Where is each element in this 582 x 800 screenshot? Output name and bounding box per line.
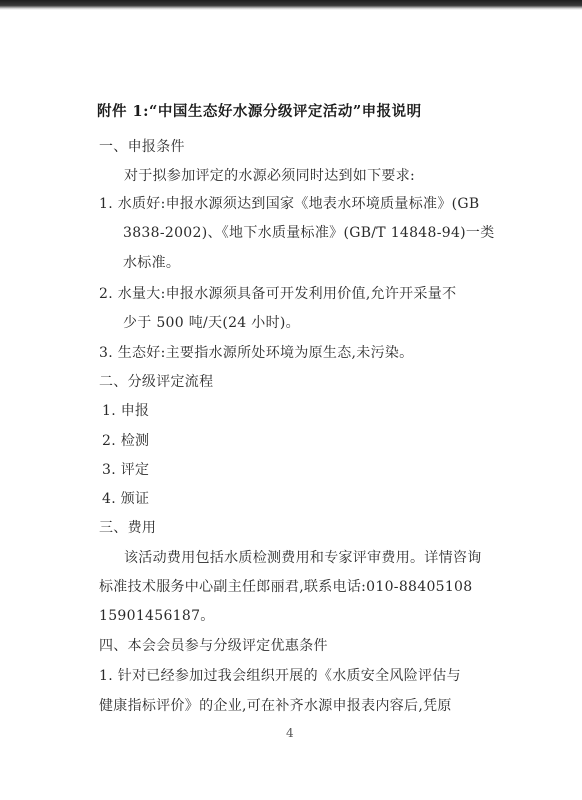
fees-line-1: 该活动费用包括水质检测费用和专家评审费用。详情咨询 <box>124 550 482 566</box>
member-benefits-line-2: 健康指标评价》的企业,可在补齐水源申报表内容后,凭原 <box>99 698 452 714</box>
condition-ecology-line-1: 3. 生态好:主要指水源所处环境为原生态,未污染。 <box>99 345 414 361</box>
document-title: 附件 1:“中国生态好水源分级评定活动”申报说明 <box>97 103 422 120</box>
process-step-evaluate: 3. 评定 <box>102 462 150 478</box>
condition-water-quality-line-2: 3838-2002)、《地下水质量标准》(GB/T 14848-94)一类 <box>123 225 495 241</box>
page-number: 4 <box>286 726 294 740</box>
conditions-intro: 对于拟参加评定的水源必须同时达到如下要求: <box>124 168 416 184</box>
section-heading-process: 二、分级评定流程 <box>99 374 214 390</box>
condition-water-quantity-line-1: 2. 水量大:申报水源须具备可开发利用价值,允许开采量不 <box>99 286 457 302</box>
process-step-certify: 4. 颁证 <box>102 491 150 507</box>
fees-line-3: 15901456187。 <box>99 608 215 624</box>
section-heading-conditions: 一、申报条件 <box>99 139 185 155</box>
condition-water-quality-line-1: 1. 水质好:申报水源须达到国家《地表水环境质量标准》(GB <box>99 196 480 212</box>
section-heading-fees: 三、费用 <box>99 520 157 536</box>
process-step-test: 2. 检测 <box>102 433 150 449</box>
section-heading-member-benefits: 四、本会会员参与分级评定优惠条件 <box>99 638 328 654</box>
fees-line-2: 标准技术服务中心副主任郎丽君,联系电话:010-88405108 <box>99 579 473 595</box>
process-step-apply: 1. 申报 <box>102 403 150 419</box>
member-benefits-line-1: 1. 针对已经参加过我会组织开展的《水质安全风险评估与 <box>99 668 461 684</box>
condition-water-quality-line-3: 水标准。 <box>123 255 181 271</box>
condition-water-quantity-line-2: 少于 500 吨/天(24 小时)。 <box>123 315 300 331</box>
